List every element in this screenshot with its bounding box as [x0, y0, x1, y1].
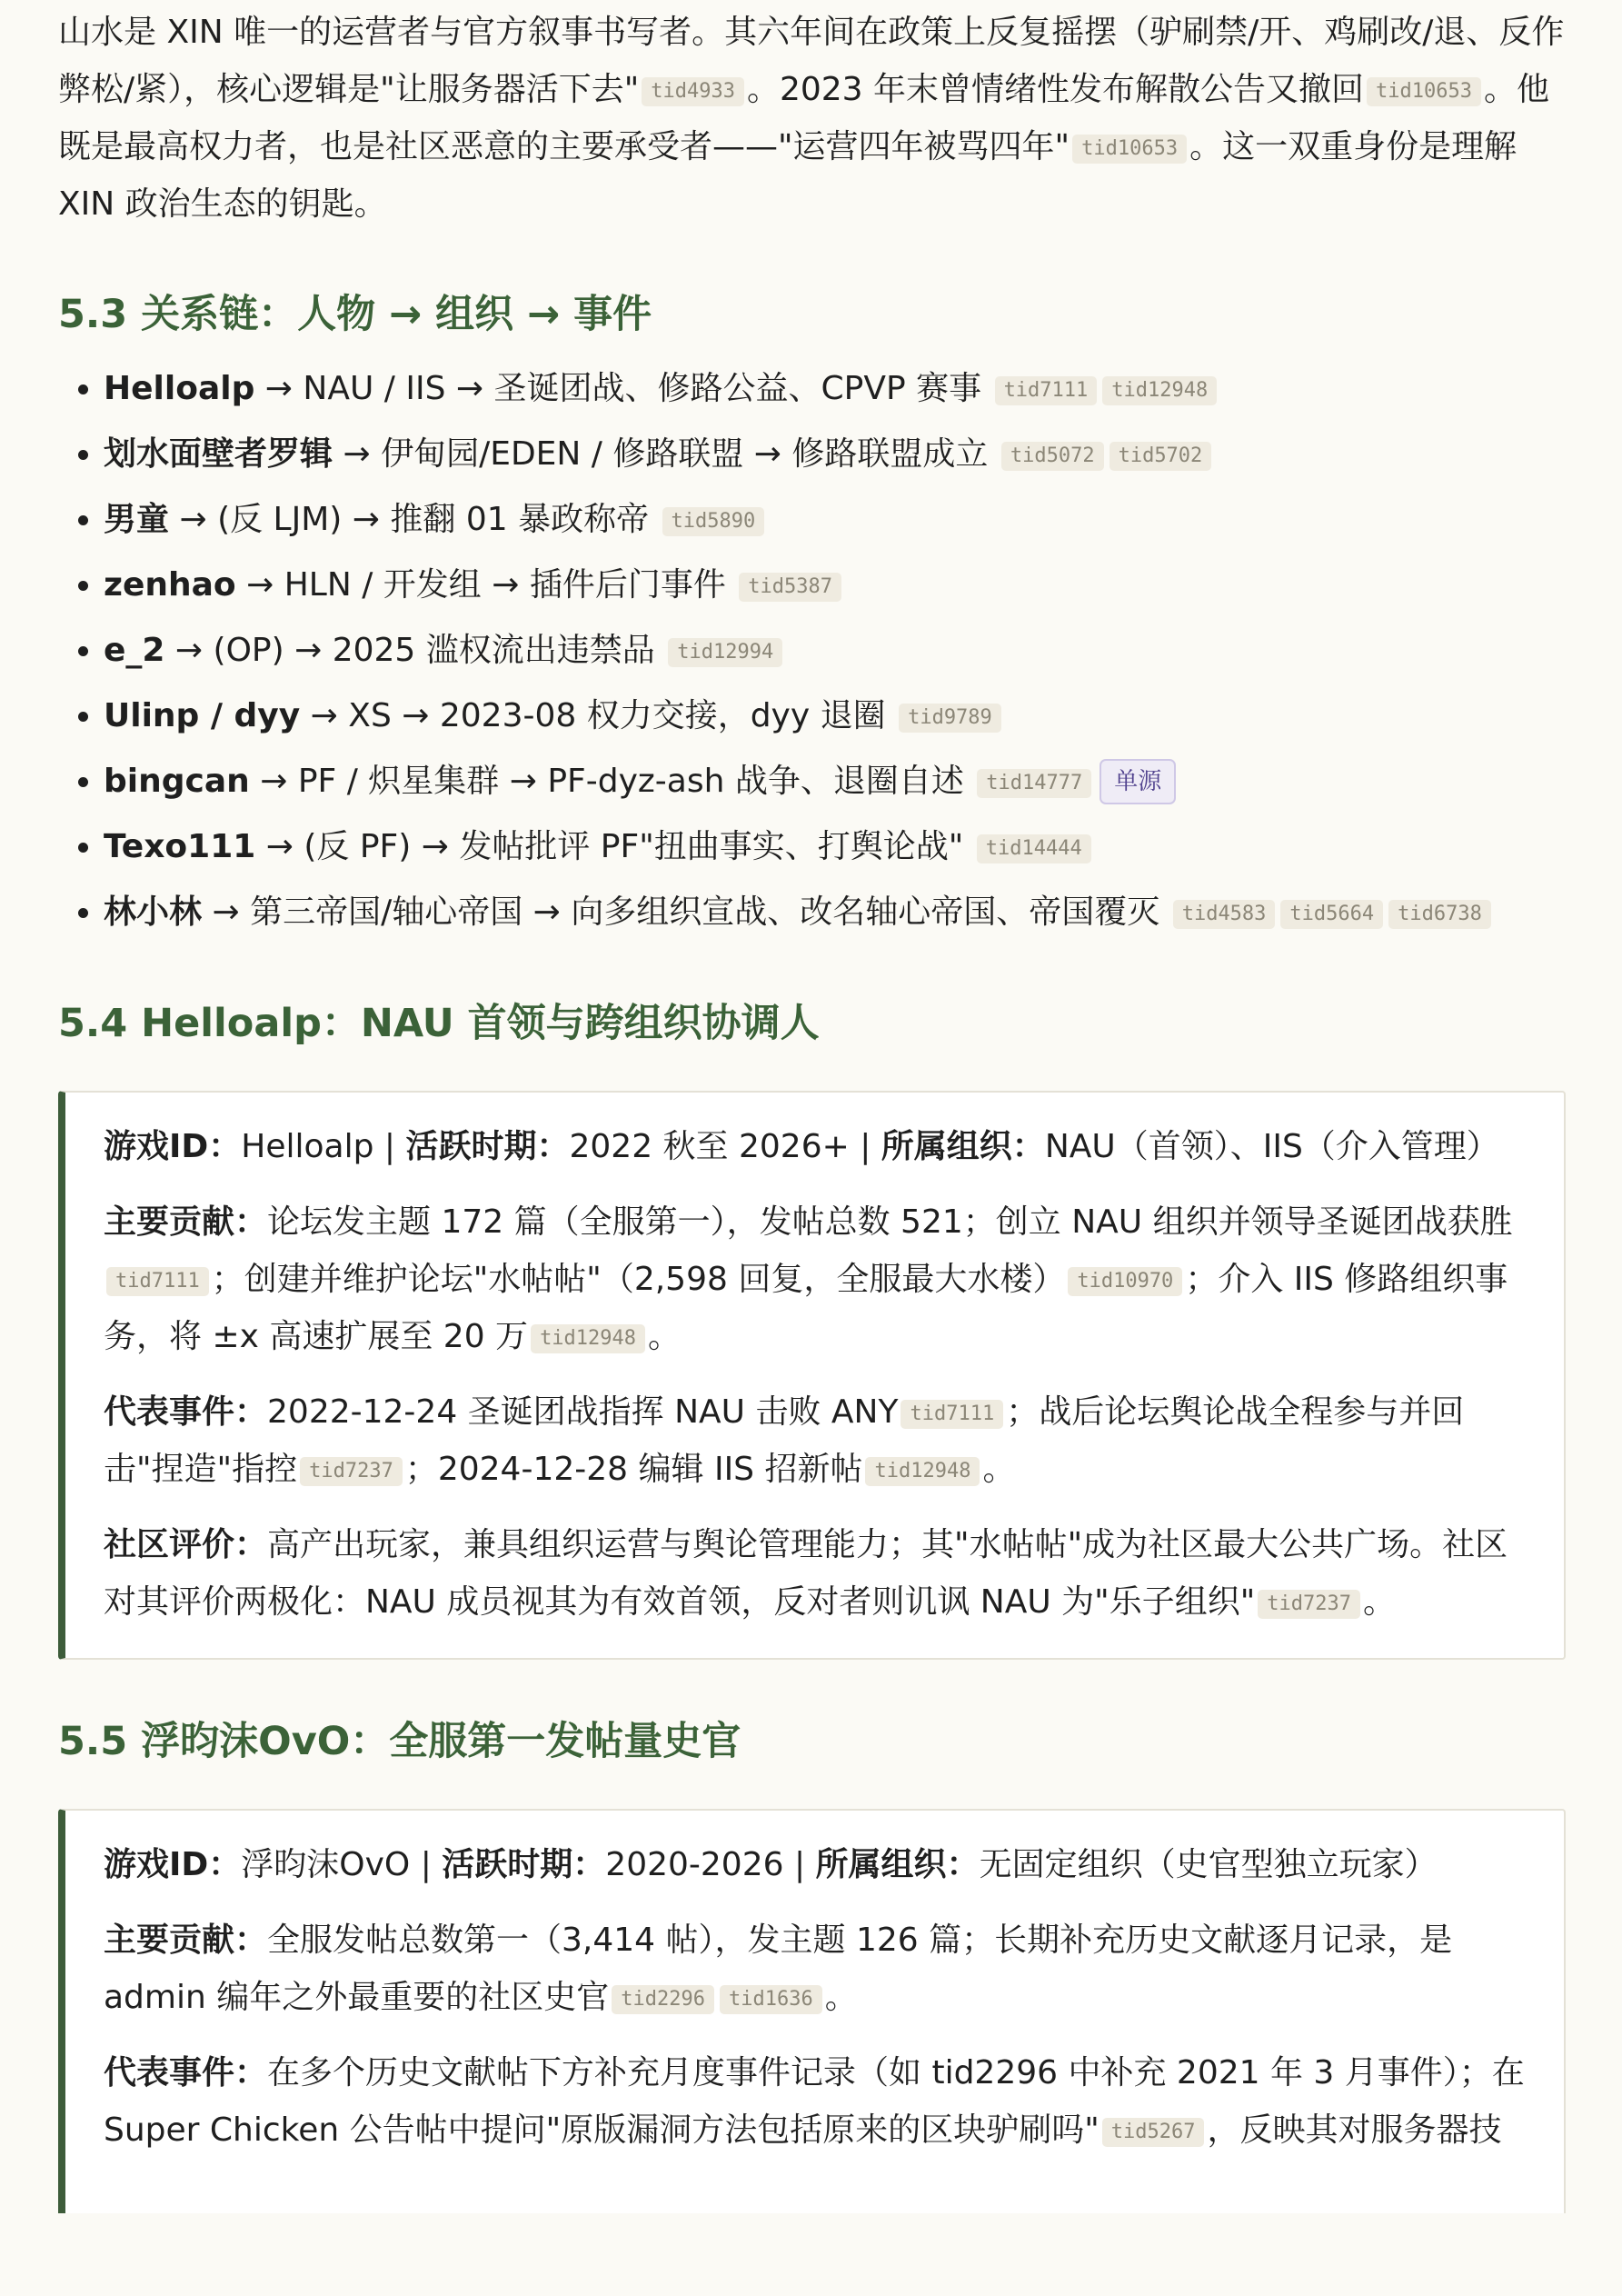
- tid-tag: tid5267: [1102, 2118, 1205, 2147]
- person-name: 划水面壁者罗辑: [104, 435, 333, 473]
- person-name: 男童: [104, 501, 170, 538]
- field-label: 活跃时期：: [405, 1128, 570, 1165]
- tid-tag: tid10970: [1068, 1267, 1182, 1296]
- body-text: ；介入 IIS 修路组织事务，将 ±x 高速扩展至 20 万: [104, 1261, 1508, 1355]
- tid-tag: tid9789: [899, 704, 1001, 733]
- tid-tag: tid10653: [1072, 135, 1187, 164]
- tid-tag: tid7111: [995, 376, 1098, 405]
- tid-tag: tid5387: [739, 573, 841, 602]
- field-value: Helloalp: [241, 1128, 374, 1165]
- separator: |: [783, 1846, 816, 1883]
- person-name: zenhao: [104, 566, 236, 604]
- relation-chain: → NAU / IIS → 圣诞团战、修路公益、CPVP 赛事: [254, 370, 982, 407]
- section-heading-5-3: 5.3 关系链：人物 → 组织 → 事件: [58, 292, 652, 337]
- relation-chain: → XS → 2023-08 权力交接，dyy 退圈: [300, 697, 886, 734]
- profile-card-helloalp: [58, 1091, 1566, 1660]
- person-name: Texo111: [104, 828, 256, 865]
- list-item: [104, 487, 1566, 553]
- tid-tag: tid4933: [642, 77, 744, 106]
- body-text: ，反映其对服务器技: [1207, 2111, 1502, 2149]
- single-source-badge: 单源: [1100, 759, 1176, 804]
- separator: |: [410, 1846, 443, 1883]
- profile-events: [104, 2044, 1527, 2159]
- field-value: 浮昀沫OvO: [241, 1846, 411, 1883]
- tid-tag: tid12948: [1102, 376, 1217, 405]
- tid-tag: tid4583: [1173, 900, 1276, 929]
- list-item: [104, 880, 1566, 945]
- tid-tag: tid7111: [901, 1400, 1003, 1429]
- field-label: 代表事件：: [104, 2054, 268, 2091]
- tid-tag: tid2296: [612, 1985, 714, 2014]
- person-name: 林小林: [104, 893, 203, 931]
- field-label: 社区评价：: [104, 1526, 268, 1563]
- relation-chain: → (反 PF) → 发帖批评 PF"扭曲事实、打舆论战": [255, 828, 964, 865]
- field-label: 所属组织：: [881, 1128, 1045, 1165]
- person-name: Ulinp / dyy: [104, 697, 301, 734]
- body-text: ；2024-12-28 编辑 IIS 招新帖: [404, 1451, 863, 1488]
- tid-tag: tid1636: [720, 1985, 822, 2014]
- list-item: [104, 356, 1566, 422]
- field-label: 游戏ID：: [104, 1846, 242, 1883]
- profile-contribution: [104, 1912, 1527, 2026]
- body-text: 2022-12-24 圣诞团战指挥 NAU 击败 ANY: [267, 1393, 899, 1431]
- relation-chain: → (OP) → 2025 滥权流出违禁品: [164, 632, 655, 669]
- profile-evaluation: [104, 1516, 1527, 1631]
- tid-tag: tid6738: [1388, 900, 1491, 929]
- field-value: 无固定组织（史官型独立玩家）: [979, 1846, 1438, 1883]
- field-value: 2022 秋至 2026+: [569, 1128, 850, 1165]
- field-value: 2020-2026: [605, 1846, 784, 1883]
- body-text: ；战后论坛舆论战全程参与并回击"捏造"指控: [104, 1393, 1465, 1488]
- tid-tag: tid7237: [1258, 1590, 1360, 1619]
- field-label: 所属组织：: [815, 1846, 980, 1883]
- profile-card-fuyunmo: [58, 1809, 1566, 2213]
- body-text: 论坛发主题 172 篇（全服第一），发帖总数 521；创立 NAU 组织并领导圣诞团战获胜: [267, 1203, 1513, 1241]
- person-name: bingcan: [104, 763, 250, 800]
- field-label: 活跃时期：: [442, 1846, 606, 1883]
- person-name: e_2: [104, 632, 165, 669]
- body-text: 。: [1362, 1583, 1396, 1621]
- relation-chain: → PF / 炽星集群 → PF-dyz-ash 战争、退圈自述: [249, 763, 964, 800]
- section-heading-5-5: 5.5 浮昀沫OvO：全服第一发帖量史官: [58, 1719, 741, 1764]
- body-text: 。: [982, 1451, 1016, 1488]
- relation-chain: → 伊甸园/EDEN / 修路联盟 → 修路联盟成立: [333, 435, 989, 473]
- tid-tag: tid5890: [662, 507, 765, 536]
- tid-tag: tid14777: [977, 769, 1091, 798]
- tid-tag: tid10653: [1367, 77, 1481, 106]
- field-value: NAU（首领）、IIS（介入管理）: [1044, 1128, 1499, 1165]
- body-text: ；创建并维护论坛"水帖帖"（2,598 回复，全服最大水楼）: [211, 1261, 1066, 1298]
- tid-tag: tid7237: [300, 1457, 403, 1486]
- intro-paragraph: [58, 0, 1566, 233]
- field-label: 游戏ID：: [104, 1128, 242, 1165]
- intro-text-1: 山水是 XIN 唯一的运营者与官方叙事书写者。其六年间在政策上反复摇摆（驴刷禁/开、鸡刷改/退、反作弊松/紧），核心逻辑是"让服务器活下去": [58, 14, 1565, 108]
- intro-text-2: 。2023 年末曾情绪性发布解散公告又撤回: [746, 71, 1365, 108]
- intro-text-4: 。这一双重身份是理解 XIN 政治生态的钥匙。: [58, 128, 1518, 223]
- list-item: [104, 749, 1566, 814]
- person-name: Helloalp: [104, 370, 255, 407]
- profile-contribution: [104, 1193, 1527, 1365]
- body-text: 在多个历史文献帖下方补充月度事件记录（如 tid2296 中补充 2021 年 3 月事件）；在 Super Chicken 公告帖中提问"原版漏洞方法包括原来的区块驴刷吗": [104, 2054, 1525, 2149]
- relation-chain: → (反 LJM) → 推翻 01 暴政称帝: [169, 501, 650, 538]
- separator: |: [849, 1128, 881, 1165]
- tid-tag: tid12948: [865, 1457, 980, 1486]
- profile-meta-line: [104, 1836, 1527, 1893]
- intro-text-3: 。他既是最高权力者，也是社区恶意的主要承受者——"运营四年被骂四年": [58, 71, 1550, 165]
- profile-events: [104, 1383, 1527, 1498]
- field-label: 代表事件：: [104, 1393, 268, 1431]
- relation-chain: → 第三帝国/轴心帝国 → 向多组织宣战、改名轴心帝国、帝国覆灭: [202, 893, 1160, 931]
- field-label: 主要贡献：: [104, 1203, 268, 1241]
- list-item: [104, 618, 1566, 684]
- relation-chain-list: [58, 356, 1566, 945]
- list-item: [104, 814, 1566, 880]
- tid-tag: tid5702: [1110, 442, 1212, 471]
- list-item: [104, 422, 1566, 487]
- body-text: 。: [824, 1979, 858, 2016]
- tid-tag: tid14444: [977, 834, 1091, 863]
- tid-tag: tid7111: [106, 1267, 209, 1296]
- list-item: [104, 684, 1566, 749]
- relation-chain: → HLN / 开发组 → 插件后门事件: [235, 566, 726, 604]
- tid-tag: tid5072: [1001, 442, 1104, 471]
- tid-tag: tid12948: [531, 1324, 645, 1353]
- separator: |: [373, 1128, 406, 1165]
- body-text: 。: [648, 1318, 682, 1355]
- tid-tag: tid5664: [1280, 900, 1383, 929]
- profile-meta-line: [104, 1118, 1527, 1175]
- tid-tag: tid12994: [668, 638, 782, 667]
- list-item: [104, 553, 1566, 618]
- body-text: 高产出玩家，兼具组织运营与舆论管理能力；其"水帖帖"成为社区最大公共广场。社区对其评价两极化：NAU 成员视其为有效首领，反对者则讥讽 NAU 为"乐子组织": [104, 1526, 1508, 1621]
- section-heading-5-4: 5.4 Helloalp：NAU 首领与跨组织协调人: [58, 1001, 820, 1046]
- field-label: 主要贡献：: [104, 1922, 268, 1959]
- body-text: 全服发帖总数第一（3,414 帖），发主题 126 篇；长期补充历史文献逐月记录，是 admin 编年之外最重要的社区史官: [104, 1922, 1453, 2016]
